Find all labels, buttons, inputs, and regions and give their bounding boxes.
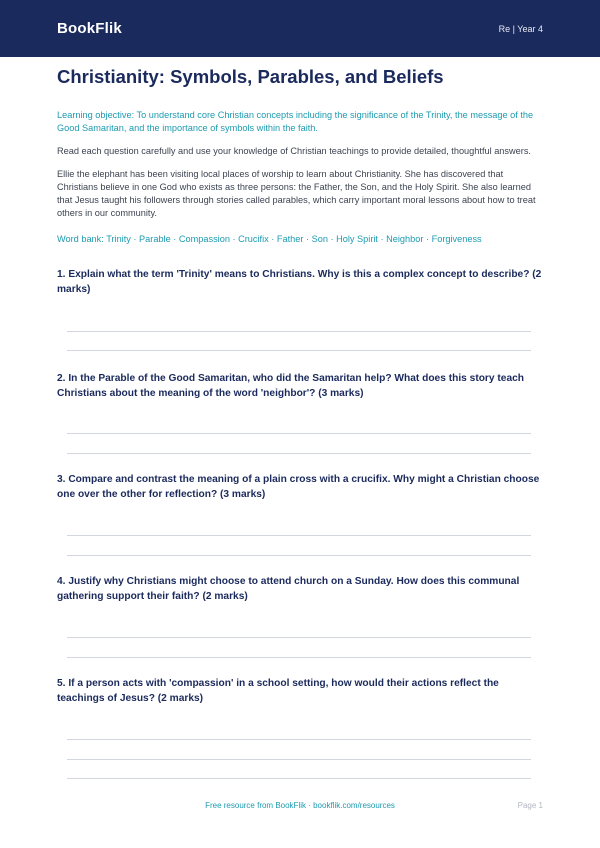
question-text: 3. Compare and contrast the meaning of a plain cross with a crucifix. Why might a Christian choose one over the other for reflection? (3 marks) [57, 474, 540, 500]
question-2 [57, 371, 543, 401]
answer-line[interactable] [67, 535, 531, 536]
intro-section [57, 66, 543, 246]
story-text: Ellie the elephant has been visiting local places of worship to learn about Christianity. She has discovered that Christians believe in one God who exists as three persons: the Father, the Son, and the Holy Spirit. She also learned that Jesus taught his followers through stories called parables, which carry important moral lessons about how to treat others in our community. [57, 169, 536, 218]
question-text: 1. Explain what the term 'Trinity' means to Christians. Why is this a complex concept to describe? (2 marks) [57, 269, 542, 295]
page-number: Page 1 [517, 801, 543, 810]
page-title: Christianity: Symbols, Parables, and Beliefs [57, 66, 444, 87]
answer-line[interactable] [67, 453, 531, 454]
answer-line[interactable] [67, 555, 531, 556]
instructions-text: Read each question carefully and use your knowledge of Christian teachings to provide detailed, thoughtful answers. [57, 146, 531, 156]
answer-line[interactable] [67, 739, 531, 740]
question-text: 2. In the Parable of the Good Samaritan, who did the Samaritan help? What does this story teach Christians about the meaning of the word 'neighbor'? (3 marks) [57, 373, 525, 399]
answer-line[interactable] [67, 350, 531, 351]
question-5 [57, 676, 543, 706]
brand-logo-text[interactable]: BookFlik [57, 20, 122, 37]
word-bank: Word bank: Trinity · Parable · Compassion · Crucifix · Father · Son · Holy Spirit · Neighbor · Forgiveness [57, 234, 482, 244]
header-bar [0, 0, 600, 57]
answer-line[interactable] [67, 637, 531, 638]
question-4 [57, 574, 543, 604]
answer-line[interactable] [67, 331, 531, 332]
answer-line[interactable] [67, 657, 531, 658]
answer-line[interactable] [67, 778, 531, 779]
question-3 [57, 472, 543, 502]
question-1 [57, 267, 543, 297]
question-text: 4. Justify why Christians might choose to attend church on a Sunday. How does this communal gathering support their faith? (2 marks) [57, 576, 520, 602]
answer-line[interactable] [67, 433, 531, 434]
footer-link[interactable]: Free resource from BookFlik · bookflik.com/resources [205, 801, 395, 810]
question-text: 5. If a person acts with 'compassion' in a school setting, how would their actions reflect the teachings of Jesus? (2 marks) [57, 678, 499, 704]
subject-year-label: Re | Year 4 [498, 23, 543, 34]
answer-line[interactable] [67, 759, 531, 760]
learning-objective: Learning objective: To understand core Christian concepts including the significance of the Trinity, the message of the Good Samaritan, and the importance of symbols within the faith. [57, 110, 534, 133]
